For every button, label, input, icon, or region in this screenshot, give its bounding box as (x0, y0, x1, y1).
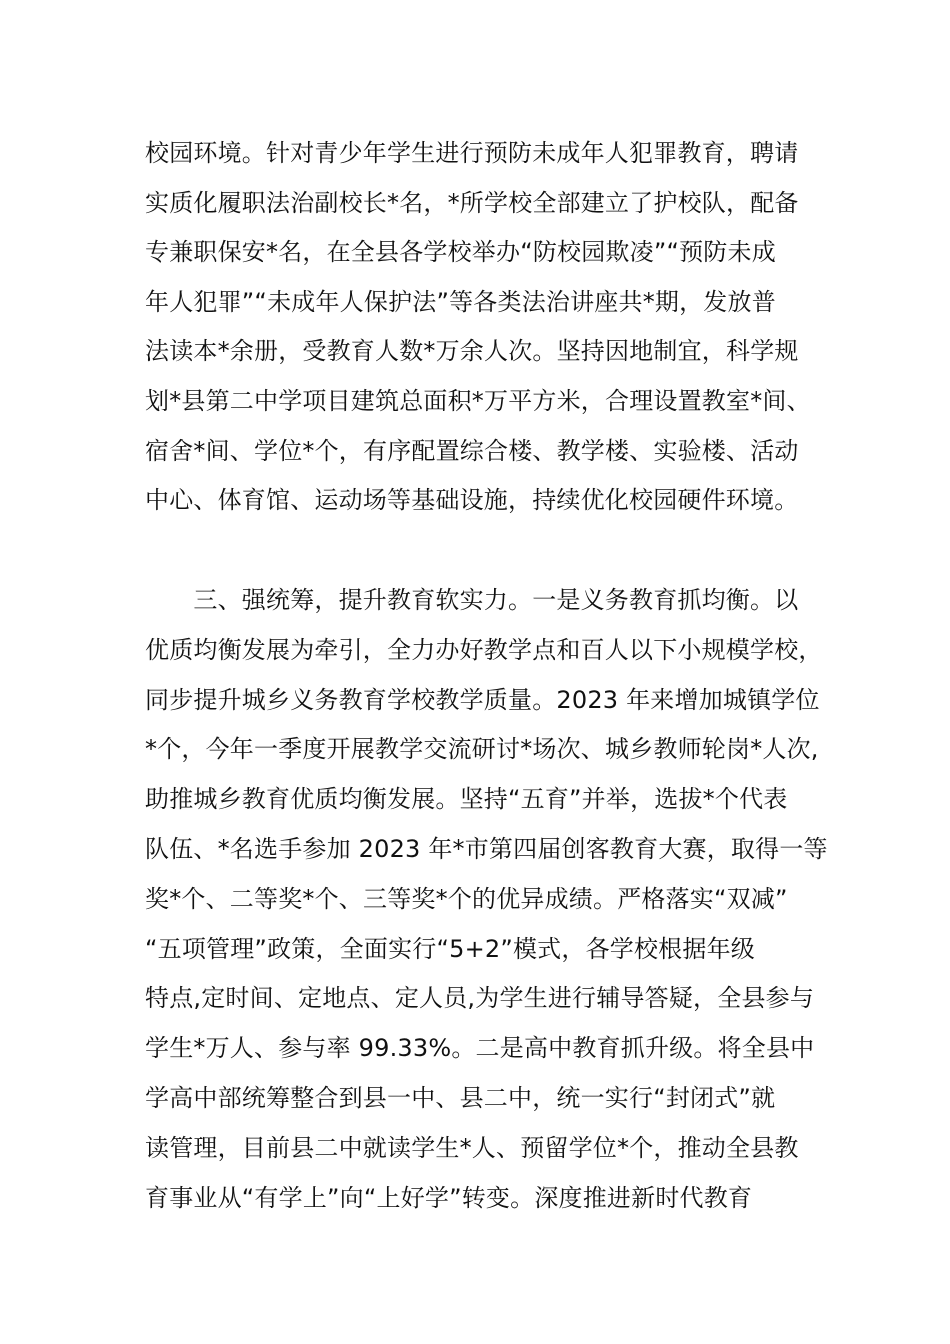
text-line: 特点,定时间、定地点、定人员,为学生进行辅导答疑，全县参与 (145, 984, 815, 1013)
paragraph-section-three (145, 579, 828, 1226)
text-line: 三、强统筹，提升教育软实力。一是义务教育抓均衡。以 (145, 586, 799, 614)
text-line: “五项管理”政策，全面实行“5+2”模式，各学校根据年级 (145, 934, 755, 963)
text-line: 育事业从“有学上”向“上好学”转变。深度推进新时代教育 (145, 1183, 753, 1212)
text-line: 校园环境。针对青少年学生进行预防未成年人犯罪教育，聘请 (145, 139, 799, 167)
text-line: 同步提升城乡义务教育学校教学质量。2023 年来增加城镇学位 (145, 685, 820, 714)
text-line: 助推城乡教育优质均衡发展。坚持“五育”并举，选拔*个代表 (145, 785, 788, 814)
text-line: 法读本*余册，受教育人数*万余人次。坚持因地制宜，科学规 (145, 337, 799, 366)
text-line: *个，今年一季度开展教学交流研讨*场次、城乡教师轮岗*人次, (145, 735, 819, 764)
text-line: 奖*个、二等奖*个、三等奖*个的优异成绩。严格落实“双减” (145, 884, 788, 913)
text-line: 学高中部统筹整合到县一中、县二中，统一实行“封闭式”就 (145, 1083, 776, 1112)
paragraph-campus-environment (145, 132, 810, 529)
text-line: 读管理，目前县二中就读学生*人、预留学位*个，推动全县教 (145, 1133, 799, 1162)
text-line: 队伍、*名选手参加 2023 年*市第四届创客教育大赛，取得一等 (145, 834, 828, 863)
text-line: 学生*万人、参与率 99.33%。二是高中教育抓升级。将全县中 (145, 1034, 815, 1063)
text-line: 中心、体育馆、运动场等基础设施，持续优化校园硬件环境。 (145, 486, 799, 515)
text-line: 年人犯罪”“未成年人保护法”等各类法治讲座共*期，发放普 (145, 287, 776, 316)
text-line: 宿舍*间、学位*个，有序配置综合楼、教学楼、实验楼、活动 (145, 436, 799, 465)
text-line: 实质化履职法治副校长*名，*所学校全部建立了护校队，配备 (145, 188, 799, 217)
text-line: 专兼职保安*名，在全县各学校举办“防校园欺凌”“预防未成 (145, 238, 776, 267)
text-line: 优质均衡发展为牵引，全力办好教学点和百人以下小规模学校， (145, 635, 823, 664)
text-line: 划*县第二中学项目建筑总面积*万平方米，合理设置教室*间、 (145, 386, 811, 415)
